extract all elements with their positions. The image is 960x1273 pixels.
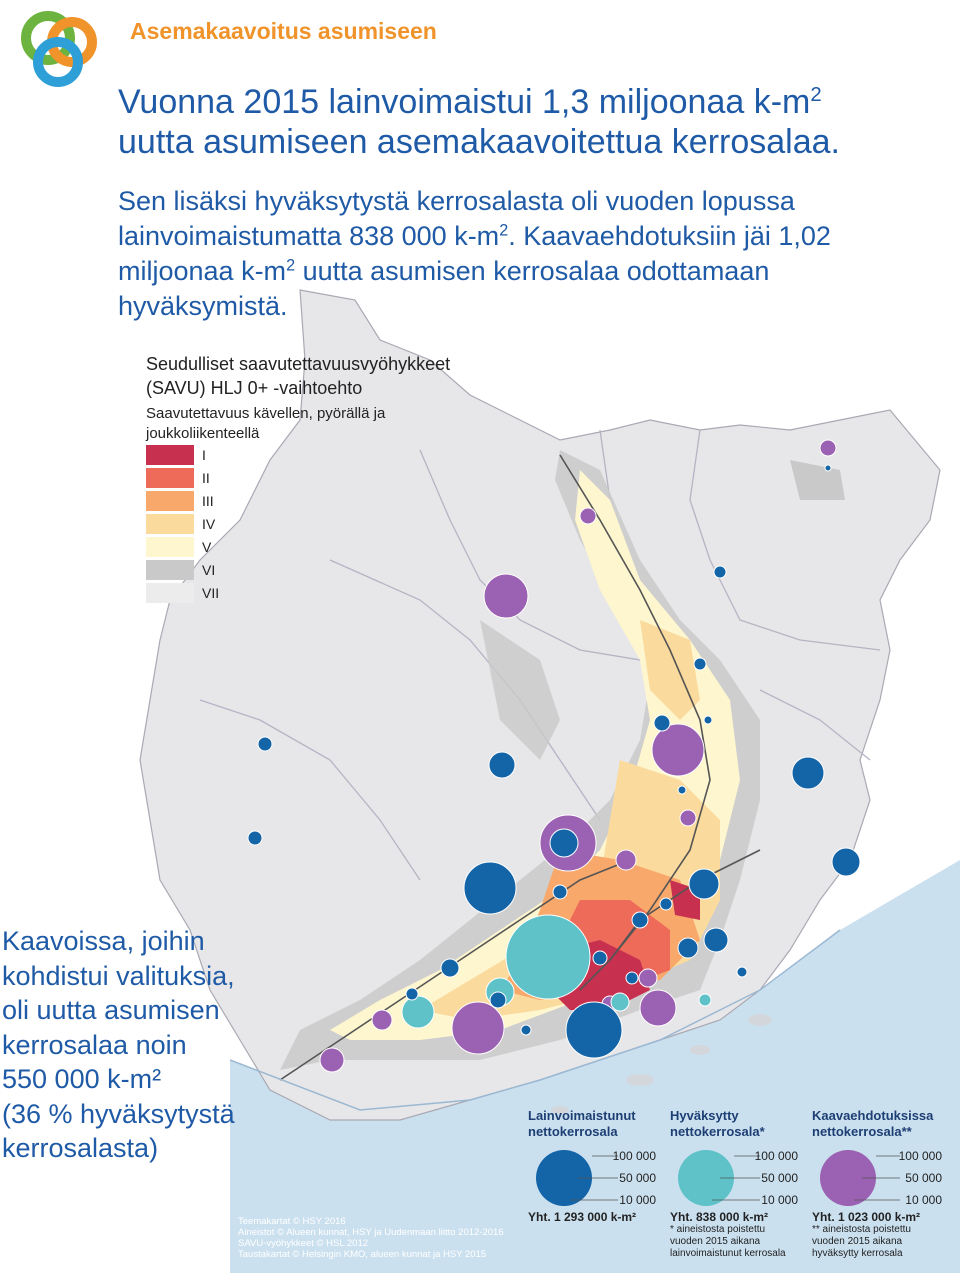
legal-circle [248, 831, 262, 845]
legal-circle [489, 752, 515, 778]
zone-swatch [146, 445, 194, 465]
legal-total-block [528, 1206, 678, 1224]
legend-size-label: 100 000 [898, 1149, 942, 1163]
proposal-circle [580, 508, 596, 524]
zone-row [146, 581, 219, 604]
proposal-note: ** aineistosta poistettu [812, 1224, 911, 1235]
legend-title-line2: (SAVU) HLJ 0+ -vaihtoehto [146, 378, 363, 398]
approved-circle [699, 994, 711, 1006]
header-title: Asemakaavoitus asumiseen [130, 18, 437, 44]
proposal-circle [452, 1002, 504, 1054]
legend-size-label: 100 000 [612, 1149, 656, 1163]
zone-swatch [146, 560, 194, 580]
legal-circle [464, 862, 516, 914]
headline [118, 82, 908, 162]
proposal-total-block [812, 1206, 960, 1260]
proposal-circle [484, 574, 528, 618]
approved-note: * aineistosta poistettu [670, 1224, 766, 1235]
legal-circle [737, 967, 747, 977]
legend-proposal-symbols [812, 1142, 957, 1208]
legal-circle [704, 928, 728, 952]
appeals-note-line: kohdistui valituksia, [2, 960, 235, 991]
legal-circle [792, 757, 824, 789]
zone-swatch [146, 514, 194, 534]
zone-label: III [202, 492, 214, 509]
legend-title [146, 352, 566, 400]
proposal-circle [639, 969, 657, 987]
legend-subtitle [146, 404, 446, 444]
credit-line: Aineistot © Alueen kunnat, HSY ja Uudenmaan liitto 2012-2016 [238, 1227, 504, 1238]
legal-circle [704, 716, 712, 724]
legend-approved-symbols [670, 1142, 820, 1208]
subtext-sup1: 2 [499, 221, 509, 240]
credit-line: SAVU-vyöhykkeet © HSL 2012 [238, 1238, 369, 1249]
legal-circle [406, 988, 418, 1000]
credit-line: Teemakartat © HSY 2016 [238, 1216, 346, 1227]
legal-circle [553, 885, 567, 899]
proposal-circle [820, 440, 836, 456]
map-credits [238, 1216, 504, 1260]
approved-circle [611, 993, 629, 1011]
proposal-circle [640, 990, 676, 1026]
legal-circle [632, 912, 648, 928]
appeals-note-line: kerrosalasta) [2, 1133, 159, 1163]
legend-proposal-title2: nettokerrosala** [812, 1124, 912, 1139]
legal-circle [660, 898, 672, 910]
legal-circle [550, 829, 578, 857]
subtext-sup2: 2 [286, 256, 296, 275]
legal-circle [694, 658, 706, 670]
subtext [118, 184, 918, 324]
legal-circle [593, 951, 607, 965]
legend-size-label: 50 000 [761, 1171, 798, 1185]
proposal-total: Yht. 1 023 000 k-m² [812, 1210, 921, 1224]
proposal-note: vuoden 2015 aikana [812, 1236, 903, 1247]
credit-line: Taustakartat © Helsingin KMO, alueen kunnat ja HSY 2015 [238, 1249, 487, 1260]
logo [18, 8, 104, 90]
zone-swatch [146, 537, 194, 557]
subtext-part1: Sen lisäksi hyväksytystä kerrosalasta oli vuoden lopussa lainvoimaistumatta 838 000 k-m [118, 186, 795, 251]
legend-legal-title1: Lainvoimaistunut [528, 1108, 636, 1123]
legal-circle [566, 1002, 622, 1058]
appeals-note-line: (36 % hyväksytystä [2, 1098, 235, 1129]
legend-legal-symbols [528, 1142, 678, 1208]
zone-row [146, 535, 219, 558]
legend-title-line1: Seudulliset saavutettavuusvyöhykkeet [146, 354, 451, 374]
legal-circle [490, 992, 506, 1008]
legend-size-label: 10 000 [761, 1193, 798, 1207]
appeals-note-line: oli uutta asumisen [2, 995, 220, 1025]
zone-swatch [146, 491, 194, 511]
zone-row [146, 443, 219, 466]
appeals-note [2, 924, 302, 1166]
approved-total-block [670, 1206, 820, 1260]
approved-note: vuoden 2015 aikana [670, 1236, 761, 1247]
appeals-note-line: 550 000 k-m² [2, 1064, 162, 1094]
zone-label: I [202, 446, 206, 463]
legal-circle [626, 972, 638, 984]
headline-line2: uutta asumiseen asemakaavoitettua kerrosalaa. [118, 123, 840, 161]
legend-legal [528, 1108, 678, 1208]
legal-circle [714, 566, 726, 578]
legend-legal-title2: nettokerrosala [528, 1124, 618, 1139]
proposal-circle [320, 1048, 344, 1072]
legend-proposal [812, 1108, 960, 1208]
subtext-part2: . Kaavaehdotuksiin jäi 1,02 miljoonaa k-m [118, 221, 831, 286]
legal-circle [832, 848, 860, 876]
subtext-part3: uutta asumisen kerrosalaa odottamaan hyväksymistä. [118, 256, 770, 321]
legal-circle [521, 1025, 531, 1035]
legend-sub-line1: Saavutettavuus kävellen, pyörällä ja [146, 405, 386, 422]
proposal-circle [680, 810, 696, 826]
legend-size-label: 100 000 [754, 1149, 798, 1163]
legal-circle [441, 959, 459, 977]
legend-size-label: 50 000 [619, 1171, 656, 1185]
legal-circle [678, 786, 686, 794]
legend-proposal-title1: Kaavaehdotuksissa [812, 1108, 934, 1123]
zone-row [146, 512, 219, 535]
zone-swatch [146, 583, 194, 603]
zone-row [146, 558, 219, 581]
legend-approved [670, 1108, 820, 1208]
appeals-note-line: Kaavoissa, joihin [2, 926, 205, 956]
zone-swatch [146, 468, 194, 488]
legend-size-label: 50 000 [905, 1171, 942, 1185]
approved-note: lainvoimaistunut kerrosala [670, 1248, 786, 1259]
zone-label: II [202, 469, 210, 486]
legal-circle [678, 938, 698, 958]
zone-label: V [202, 538, 212, 555]
legend-approved-title2: nettokerrosala* [670, 1124, 765, 1139]
zone-legend [146, 443, 219, 604]
approved-circle [506, 915, 590, 999]
zone-row [146, 489, 219, 512]
legal-circle [825, 465, 831, 471]
zone-label: VI [202, 561, 216, 578]
legal-circle [689, 869, 719, 899]
zone-label: VII [202, 584, 220, 601]
headline-line1: Vuonna 2015 lainvoimaistui 1,3 miljoonaa k-m [118, 83, 811, 121]
approved-circle [402, 996, 434, 1028]
appeals-note-line: kerrosalaa noin [2, 1029, 187, 1060]
approved-total: Yht. 838 000 k-m² [670, 1210, 769, 1224]
legend-size-label: 10 000 [619, 1193, 656, 1207]
zone-row [146, 466, 219, 489]
proposal-circle [372, 1010, 392, 1030]
legal-circle [258, 737, 272, 751]
proposal-note: hyväksytty kerrosala [812, 1248, 903, 1259]
zone-label: IV [202, 515, 216, 532]
proposal-circle [652, 724, 704, 776]
legend-sub-line2: joukkoliikenteellä [146, 425, 260, 442]
legal-total: Yht. 1 293 000 k-m² [528, 1210, 637, 1224]
proposal-circle [616, 850, 636, 870]
legend-size-label: 10 000 [905, 1193, 942, 1207]
headline-sup: 2 [810, 83, 822, 106]
legend-approved-title1: Hyväksytty [670, 1108, 739, 1123]
legal-circle [654, 715, 670, 731]
